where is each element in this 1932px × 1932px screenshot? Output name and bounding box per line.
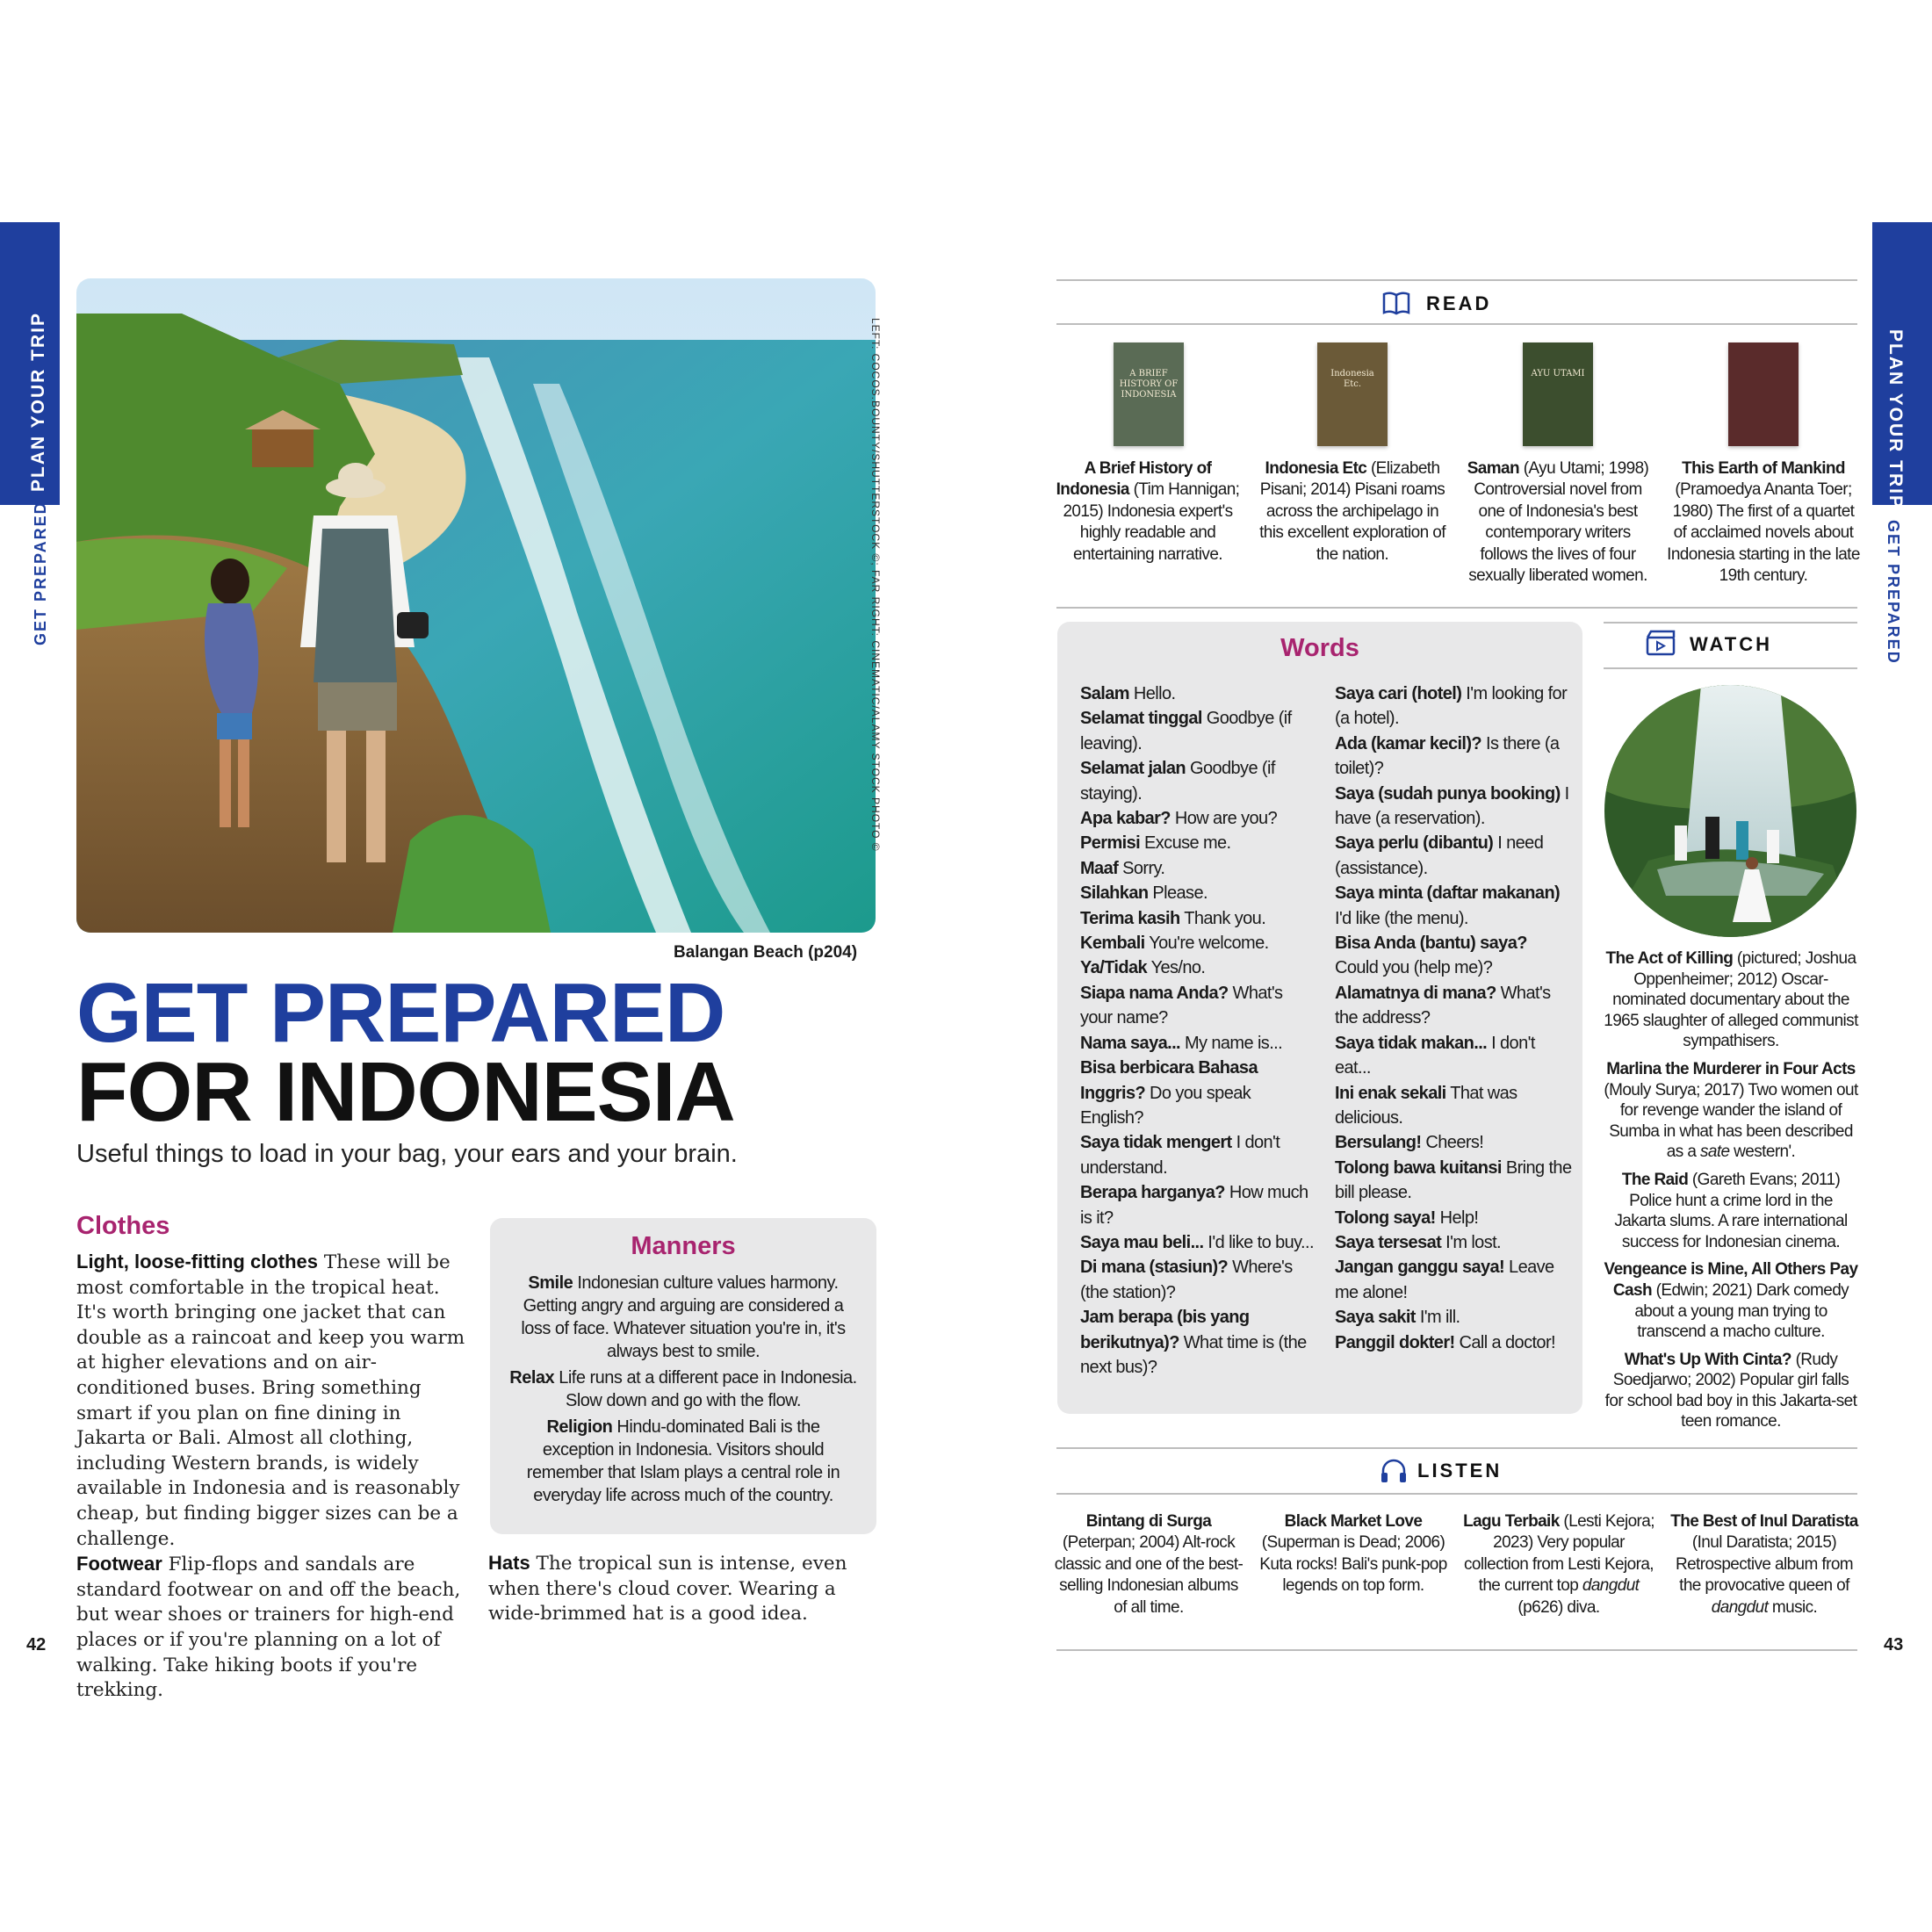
phrase-english: Leave me alone! [1335,1258,1554,1302]
watch-film-still [1604,685,1856,937]
manners-item-smile [509,1272,857,1363]
album-entry [1051,1511,1246,1618]
phrase-indonesian: Jam berapa (bis yang berikutnya)? [1080,1308,1250,1352]
film-italic: sate [1699,1143,1730,1162]
photo-caption: Balangan Beach (p204) [674,943,858,962]
manners-item-text: Life runs at a different pace in Indonesia. Slow down and go with the flow. [554,1368,857,1410]
phrase-english: That was delicious. [1335,1083,1517,1128]
phrase-entry [1335,1081,1572,1131]
side-tab-left-section: PLAN YOUR TRIP [28,312,48,492]
page-subtitle: Useful things to load in your bag, your ears and your brain. [76,1140,738,1168]
phrase-entry [1080,1031,1314,1056]
phrase-entry [1335,831,1572,881]
phrase-english: I don't eat... [1335,1033,1535,1078]
film-title: The Raid [1621,1170,1689,1189]
phrase-indonesian: Bisa Anda (bantu) saya? [1335,934,1527,954]
album-title: The Best of Inul Daratista [1670,1512,1858,1531]
phrase-english: Do you speak English? [1080,1083,1251,1128]
manners-item-bold: Smile [528,1273,573,1293]
side-tab-right-sub: GET PREPARED [1885,520,1902,665]
book-details: (Tim Hannigan; 2015) Indonesia expert's highly readable and entertaining narrative. [1063,480,1240,564]
phrase-indonesian: Saya tersesat [1335,1232,1442,1252]
phrase-indonesian: Saya tidak mengert [1080,1133,1232,1153]
book-cover-text: A BRIEF HISTORY OF INDONESIA [1119,369,1179,400]
phrase-entry [1335,1330,1572,1355]
phrase-indonesian: Kembali [1080,934,1145,954]
film-details: (Mouly Surya; 2017) Two women out for revenge wander the island of Sumba in what has been described as a [1604,1080,1858,1162]
phrase-indonesian: Bersulang! [1335,1133,1422,1153]
watch-rule-top [1604,622,1857,624]
album-title: Black Market Love [1284,1512,1423,1531]
phrase-english: What's the address? [1335,983,1551,1028]
page-number-left: 42 [26,1635,47,1654]
phrase-english: Is there (a toilet)? [1335,733,1560,779]
phrase-english: Where's (the station)? [1080,1258,1293,1302]
manners-item-relax [509,1366,857,1412]
phrase-entry [1080,756,1314,806]
album-italic: dangdut [1711,1597,1769,1617]
film-details-end: western'. [1729,1143,1796,1162]
side-tab-left-sub: GET PREPARED [32,501,49,645]
phrase-indonesian: Saya minta (daftar makanan) [1335,883,1561,904]
watch-rule-under [1604,667,1857,669]
phrase-english: I'd like (the menu). [1335,908,1468,928]
album-entry [1461,1511,1656,1618]
book-cover [1728,342,1799,446]
book-icon [1382,291,1410,320]
album-details-end: (p626) diva. [1517,1597,1600,1617]
clothes-heading: Clothes [76,1212,170,1240]
book-description [1667,458,1860,587]
film-entry [1604,948,1858,1052]
phrase-indonesian: Tolong bawa kuitansi [1335,1157,1502,1178]
phrase-entry [1335,1130,1572,1155]
phrase-entry [1080,1230,1314,1255]
clothes-paragraph-1 [76,1250,473,1552]
book-cover [1317,342,1388,446]
phrase-indonesian: Saya tidak makan... [1335,1033,1488,1053]
page-number-right: 43 [1884,1635,1904,1654]
album-entry [1667,1511,1862,1618]
book-title: This Earth of Mankind [1682,459,1845,478]
phrase-english: I'm lost. [1441,1232,1502,1252]
listen-rule-top [1056,1447,1857,1449]
book-description [1461,458,1654,587]
read-rule-bottom [1056,607,1857,609]
phrase-indonesian: Tolong saya! [1335,1208,1436,1228]
phrase-entry [1335,1255,1572,1305]
phrase-english: Cheers! [1421,1133,1484,1153]
film-title: Vengeance is Mine, All Others Pay Cash [1604,1260,1858,1300]
film-entry [1604,1170,1858,1252]
phrase-english: What's your name? [1080,983,1283,1028]
album-title: Lagu Terbaik [1463,1512,1560,1531]
watch-label: WATCH [1690,633,1773,655]
book-title: A Brief History of Indonesia [1056,459,1212,500]
manners-item-bold: Relax [509,1368,555,1388]
album-details: (Peterpan; 2004) Alt-rock classic and one of the best-selling Indonesian albums of all time. [1054,1533,1244,1617]
phrase-entry [1335,931,1572,981]
read-label: READ [1426,292,1492,314]
words-box [1057,622,1582,1414]
album-details-end: music. [1768,1597,1818,1617]
photo-credit: LEFT: COCOS.BOUNTY/SHUTTERSTOCK ©; FAR RIGHT: CINEMATIC/ALAMY STOCK PHOTO © [869,318,882,852]
phrase-indonesian: Jangan ganggu saya! [1335,1258,1505,1278]
page-title-line2: FOR INDONESIA [76,1045,735,1139]
phrase-english: Call a doctor! [1454,1332,1555,1352]
book-details: (Ayu Utami; 1998) Controversial novel from one of Indonesia's best contemporary writers follows the lives of four sexually liberated women. [1468,459,1649,586]
phrase-indonesian: Ada (kamar kecil)? [1335,733,1482,753]
phrase-entry [1335,1206,1572,1230]
phrase-english: Help! [1435,1208,1479,1228]
words-heading: Words [1280,634,1359,662]
album-entry [1256,1511,1451,1597]
clothes-p1-text: These will be most comfortable in the tropical heat. It's worth bringing one jacket that can double as a raincoat and keep you warm at higher elevations and on air-conditioned buses. Bring something smart if you plan on fine dining in Jakarta or Bali. Almost all clothing, including Western brands, is widely available in Indonesia and is reasonably cheap, but finding bigger sizes can be a challenge. [76,1251,465,1550]
phrase-indonesian: Alamatnya di mana? [1335,983,1496,1003]
manners-item-religion [509,1416,857,1507]
book-description [1051,458,1244,566]
phrase-entry [1335,1156,1572,1206]
phrase-english: Yes/no. [1147,958,1206,978]
clothes-p2-text: Flip-flops and sandals are standard footwear on and off the beach, but wear shoes or trainers for high-end places or if you're planning on a lot of walking. Take hiking boots if you're trekking. [76,1554,461,1702]
phrase-indonesian: Silahkan [1080,883,1149,904]
phrase-english: Goodbye (if staying). [1080,759,1275,804]
phrase-english: What time is (the next bus)? [1080,1332,1307,1377]
phrase-indonesian: Saya sakit [1335,1308,1416,1328]
film-details: (Edwin; 2021) Dark comedy about a young man trying to transcend a macho culture. [1634,1280,1849,1342]
phrase-indonesian: Ini enak sekali [1335,1083,1446,1103]
phrase-indonesian: Nama saya... [1080,1033,1180,1053]
phrase-english: Thank you. [1179,908,1266,928]
manners-heading: Manners [631,1232,736,1260]
phrase-english: How much is it? [1080,1183,1308,1228]
read-rule-top [1056,279,1857,281]
phrase-indonesian: Ya/Tidak [1080,958,1147,978]
phrase-english: Please. [1148,883,1208,904]
manners-item-text: Hindu-dominated Bali is the exception in Indonesia. Visitors should remember that Islam plays a central role in everyday life across much of the country. [526,1417,840,1505]
phrase-english: How are you? [1170,809,1278,829]
phrase-indonesian: Saya cari (hotel) [1335,684,1462,703]
phrase-entry [1335,1305,1572,1330]
hats-text: The tropical sun is intense, even when there's cloud cover. Wearing a wide-brimmed hat is a good idea. [488,1553,847,1626]
book-details: (Pramoedya Ananta Toer; 1980) The first of a quartet of acclaimed novels about Indonesia starting in the late 19th century. [1667,480,1860,586]
phrase-indonesian: Saya mau beli... [1080,1232,1204,1252]
phrase-indonesian: Maaf [1080,858,1119,878]
clothes-body [76,1250,473,1704]
phrase-entry [1080,1305,1314,1380]
book-cover [1114,342,1184,446]
album-details: (Inul Daratista; 2015) Retrospective album from the provocative queen of [1675,1533,1854,1596]
album-italic: dangdut [1582,1576,1640,1596]
phrase-entry [1080,706,1314,756]
phrase-entry [1080,806,1314,831]
phrase-entry [1080,955,1314,980]
phrase-entry [1080,1255,1314,1305]
phrase-indonesian: Selamat jalan [1080,759,1186,779]
phrase-indonesian: Berapa harganya? [1080,1183,1225,1203]
phrase-indonesian: Selamat tinggal [1080,709,1202,729]
phrase-english: I'd like to buy... [1203,1232,1314,1252]
phrase-entry [1335,881,1572,931]
phrase-english: Excuse me. [1140,833,1231,854]
book-title: Saman [1467,459,1520,478]
phrase-entry [1080,856,1314,881]
phrase-indonesian: Permisi [1080,833,1141,854]
phrase-entry [1080,1180,1314,1230]
hero-photo [76,278,876,933]
phrase-entry [1335,732,1572,782]
film-title: The Act of Killing [1605,949,1734,968]
watch-film-list [1604,948,1858,1439]
phrase-english: I have (a reservation). [1335,783,1569,829]
phrase-english: I don't understand. [1080,1133,1280,1178]
headphones-icon [1380,1458,1408,1489]
book-cover-text: AYU UTAMI [1531,369,1585,378]
read-rule-under [1056,323,1857,325]
phrase-english: I'm looking for (a hotel). [1335,684,1568,729]
album-title: Bintang di Surga [1085,1512,1212,1531]
album-details: (Superman is Dead; 2006) Kuta rocks! Bali's punk-pop legends on top form. [1259,1533,1447,1596]
phrase-english: Bring the bill please. [1335,1157,1572,1203]
phrase-indonesian: Siapa nama Anda? [1080,983,1229,1003]
phrase-entry [1335,681,1572,732]
phrase-english: Goodbye (if leaving). [1080,709,1292,753]
phrase-english: I'm ill. [1415,1308,1460,1328]
album-details: (Lesti Kejora; 2023) Very popular collection from Lesti Kejora, the current top [1464,1512,1654,1596]
hats-paragraph [488,1551,880,1627]
phrase-indonesian: Salam [1080,684,1129,703]
hats-body [488,1551,880,1627]
phrase-entry [1080,931,1314,955]
phrase-entry [1080,681,1314,706]
manners-item-bold: Religion [546,1417,613,1437]
phrase-english: I need (assistance). [1335,833,1544,878]
film-entry [1604,1059,1858,1163]
phrase-indonesian: Panggil dokter! [1335,1332,1455,1352]
phrase-indonesian: Terima kasih [1080,908,1180,928]
phrase-indonesian: Bisa berbicara Bahasa Inggris? [1080,1058,1258,1103]
film-entry [1604,1350,1858,1432]
hats-bold: Hats [488,1552,530,1574]
phrase-entry [1080,906,1314,931]
words-column-2 [1335,681,1572,1355]
phrase-entry [1080,831,1314,855]
manners-box [490,1218,876,1534]
film-entry [1604,1259,1858,1342]
film-title: Marlina the Murderer in Four Acts [1606,1059,1856,1078]
phrase-indonesian: Di mana (stasiun)? [1080,1258,1229,1278]
words-column-1 [1080,681,1314,1380]
phrase-entry [1335,782,1572,832]
phrase-indonesian: Saya perlu (dibantu) [1335,833,1494,854]
phrase-entry [1335,1230,1572,1255]
phrase-entry [1335,981,1572,1031]
book-description [1256,458,1449,566]
phrase-entry [1080,981,1314,1031]
listen-rule-under [1056,1493,1857,1495]
phrase-indonesian: Saya (sudah punya booking) [1335,783,1561,804]
clothes-p1-bold: Light, loose-fitting clothes [76,1251,318,1272]
manners-item-text: Indonesian culture values harmony. Getting angry and arguing are considered a loss of face. Whatever situation you're in, it's always best to smile. [521,1273,846,1361]
clothes-p2-bold: Footwear [76,1553,162,1575]
film-title: What's Up With Cinta? [1624,1350,1791,1369]
phrase-entry [1080,1130,1314,1180]
phrase-english: Hello. [1128,684,1176,703]
phrase-entry [1335,1031,1572,1081]
book-details: (Elizabeth Pisani; 2014) Pisani roams across the archipelago in this excellent exploration of the nation. [1259,459,1445,564]
listen-label: LISTEN [1417,1460,1503,1481]
page-title-line1: GET PREPARED [76,966,725,1060]
film-details: (Gareth Evans; 2011) Police hunt a crime lord in the Jakarta slums. A rare international success for Indonesian cinema. [1614,1170,1848,1251]
clothes-paragraph-2 [76,1552,473,1704]
film-details: (pictured; Joshua Oppenheimer; 2012) Oscar-nominated documentary about the 1965 slaughter of alleged communist sympathisers. [1604,949,1858,1051]
film-details: (Rudy Soedjarwo; 2002) Popular girl falls for school bad boy in this Jakarta-set teen romance. [1604,1350,1857,1431]
book-cover [1523,342,1593,446]
book-title: Indonesia Etc [1265,459,1367,478]
clapper-icon [1646,630,1676,660]
phrase-entry [1080,881,1314,905]
phrase-english: Could you (help me)? [1335,958,1493,978]
phrase-english: Sorry. [1118,858,1165,878]
phrase-english: My name is... [1180,1033,1283,1053]
phrase-indonesian: Apa kabar? [1080,809,1171,829]
listen-rule-bottom [1056,1649,1857,1651]
side-tab-right-section: PLAN YOUR TRIP [1885,329,1906,509]
phrase-english: You're welcome. [1144,934,1269,954]
book-cover-text: Indonesia Etc. [1330,369,1374,389]
phrase-entry [1080,1056,1314,1130]
